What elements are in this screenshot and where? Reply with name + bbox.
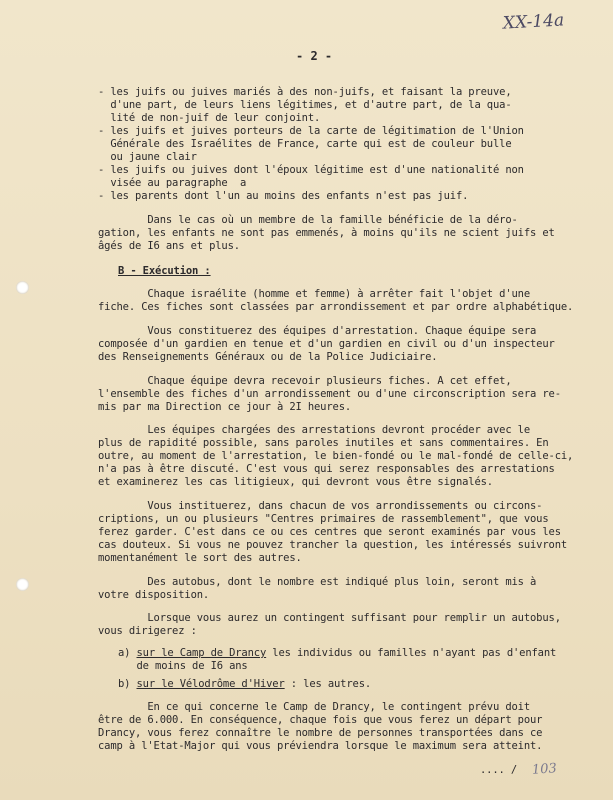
paragraph-line: ferez garder. C'est dans ce ou ces centres que seront examinés par vous les bbox=[98, 526, 561, 538]
destination-b-place: sur le Vélodrôme d'Hiver bbox=[136, 678, 285, 690]
paragraph-line: gation, les enfants ne sont pas emmenés, à moins qu'ils ne scient juifs et bbox=[98, 227, 555, 239]
destination-b bbox=[118, 678, 371, 691]
destination-b-rest: : les autres. bbox=[284, 678, 372, 690]
paragraph-line: être de 6.000. En conséquence, chaque fois que vous ferez un départ pour bbox=[98, 714, 543, 726]
continuation-mark: .... / bbox=[480, 764, 518, 776]
paragraph-line: plus de rapidité possible, sans paroles inutiles et sans commentaires. En bbox=[98, 437, 549, 449]
paragraph-line: Des autobus, dont le nombre est indiqué plus loin, seront mis à bbox=[98, 576, 537, 588]
paragraph-line: Drancy, vous ferez connaître le nombre de personnes transportées dans ce bbox=[98, 727, 543, 739]
destination-a bbox=[118, 647, 556, 660]
bullet-line: - les juifs ou juives dont l'époux légitime est d'une nationalité non bbox=[98, 164, 524, 176]
paragraph-line: Vous instituerez, dans chacun de vos arrondissements ou circons- bbox=[98, 500, 543, 512]
destination-a-rest: les individus ou familles n'ayant pas d'enfant bbox=[266, 647, 557, 659]
paragraph-line: criptions, un ou plusieurs "Centres primaires de rassemblement", que vous bbox=[98, 513, 549, 525]
paragraph-line: composée d'un gardien en tenue et d'un gardien en civil ou d'un inspecteur bbox=[98, 338, 555, 350]
paragraph-line: vous dirigerez : bbox=[98, 625, 197, 637]
bullet-line: visée au paragraphe a bbox=[98, 177, 247, 189]
paragraph-line: Les équipes chargées des arrestations devront procéder avec le bbox=[98, 424, 531, 436]
page-number: - 2 - bbox=[296, 49, 333, 63]
bullet-line: ou jaune clair bbox=[98, 151, 197, 163]
paragraph-line: camp à l'Etat-Major qui vous préviendra lorsque le maximum sera atteint. bbox=[98, 740, 543, 752]
paragraph-line: votre disposition. bbox=[98, 589, 210, 601]
bullet-line: - les juifs ou juives mariés à des non-juifs, et faisant la preuve, bbox=[98, 86, 512, 98]
bullet-line: d'une part, de leurs liens légitimes, et d'autre part, de la qua- bbox=[98, 99, 512, 111]
paragraph-line: fiche. Ces fiches sont classées par arrondissement et par ordre alphabétique. bbox=[98, 301, 574, 313]
handwritten-annotation: XX-14a bbox=[502, 10, 565, 34]
paragraph-line: En ce qui concerne le Camp de Drancy, le contingent prévu doit bbox=[98, 701, 531, 713]
paragraph-line: des Renseignements Généraux ou de la Police Judiciaire. bbox=[98, 351, 438, 363]
paragraph-line: mis par ma Direction ce jour à 2I heures. bbox=[98, 401, 352, 413]
paragraph-line: Chaque israélite (homme et femme) à arrêter fait l'objet d'une bbox=[98, 288, 531, 300]
paragraph-line: Vous constituerez des équipes d'arrestation. Chaque équipe sera bbox=[98, 325, 537, 337]
bullet-line: - les juifs et juives porteurs de la carte de légitimation de l'Union bbox=[98, 125, 524, 137]
paragraph-line: Chaque équipe devra recevoir plusieurs fiches. A cet effet, bbox=[98, 375, 512, 387]
destination-b-prefix: b) bbox=[118, 678, 137, 690]
paragraph-line: outre, au moment de l'arrestation, le bien-fondé ou le mal-fondé de celle-ci, bbox=[98, 450, 574, 462]
paragraph-line: n'a pas à être discuté. C'est vous qui serez responsables des arrestations bbox=[98, 463, 555, 475]
paragraph-line: âgés de I6 ans et plus. bbox=[98, 240, 240, 252]
destination-a-line2: de moins de I6 ans bbox=[118, 660, 248, 672]
paragraph-line: cas douteux. Si vous ne pouvez trancher la question, les intéressés suivront bbox=[98, 539, 568, 551]
bullet-line: - les parents dont l'un au moins des enfants n'est pas juif. bbox=[98, 190, 469, 202]
bullet-line: lité de non-juif de leur conjoint. bbox=[98, 112, 321, 124]
paragraph-line: momentanément le sort des autres. bbox=[98, 552, 302, 564]
punch-hole bbox=[16, 281, 29, 294]
paragraph-line: et examinerez les cas litigieux, qui devront vous être signalés. bbox=[98, 476, 493, 488]
paragraph-line: Lorsque vous aurez un contingent suffisant pour remplir un autobus, bbox=[98, 612, 561, 624]
paragraph-line: l'ensemble des fiches d'un arrondissement ou d'une circonscription sera re- bbox=[98, 388, 561, 400]
paragraph-line: Dans le cas où un membre de la famille bénéficie de la déro- bbox=[98, 214, 518, 226]
archive-stamp: 103 bbox=[531, 761, 558, 778]
bullet-line: Générale des Israélites de France, carte qui est de couleur bulle bbox=[98, 138, 512, 150]
destination-a-prefix: a) bbox=[118, 647, 137, 659]
punch-hole bbox=[16, 578, 29, 591]
section-heading: B - Exécution : bbox=[118, 265, 211, 277]
destination-a-place: sur le Camp de Drancy bbox=[136, 647, 267, 659]
